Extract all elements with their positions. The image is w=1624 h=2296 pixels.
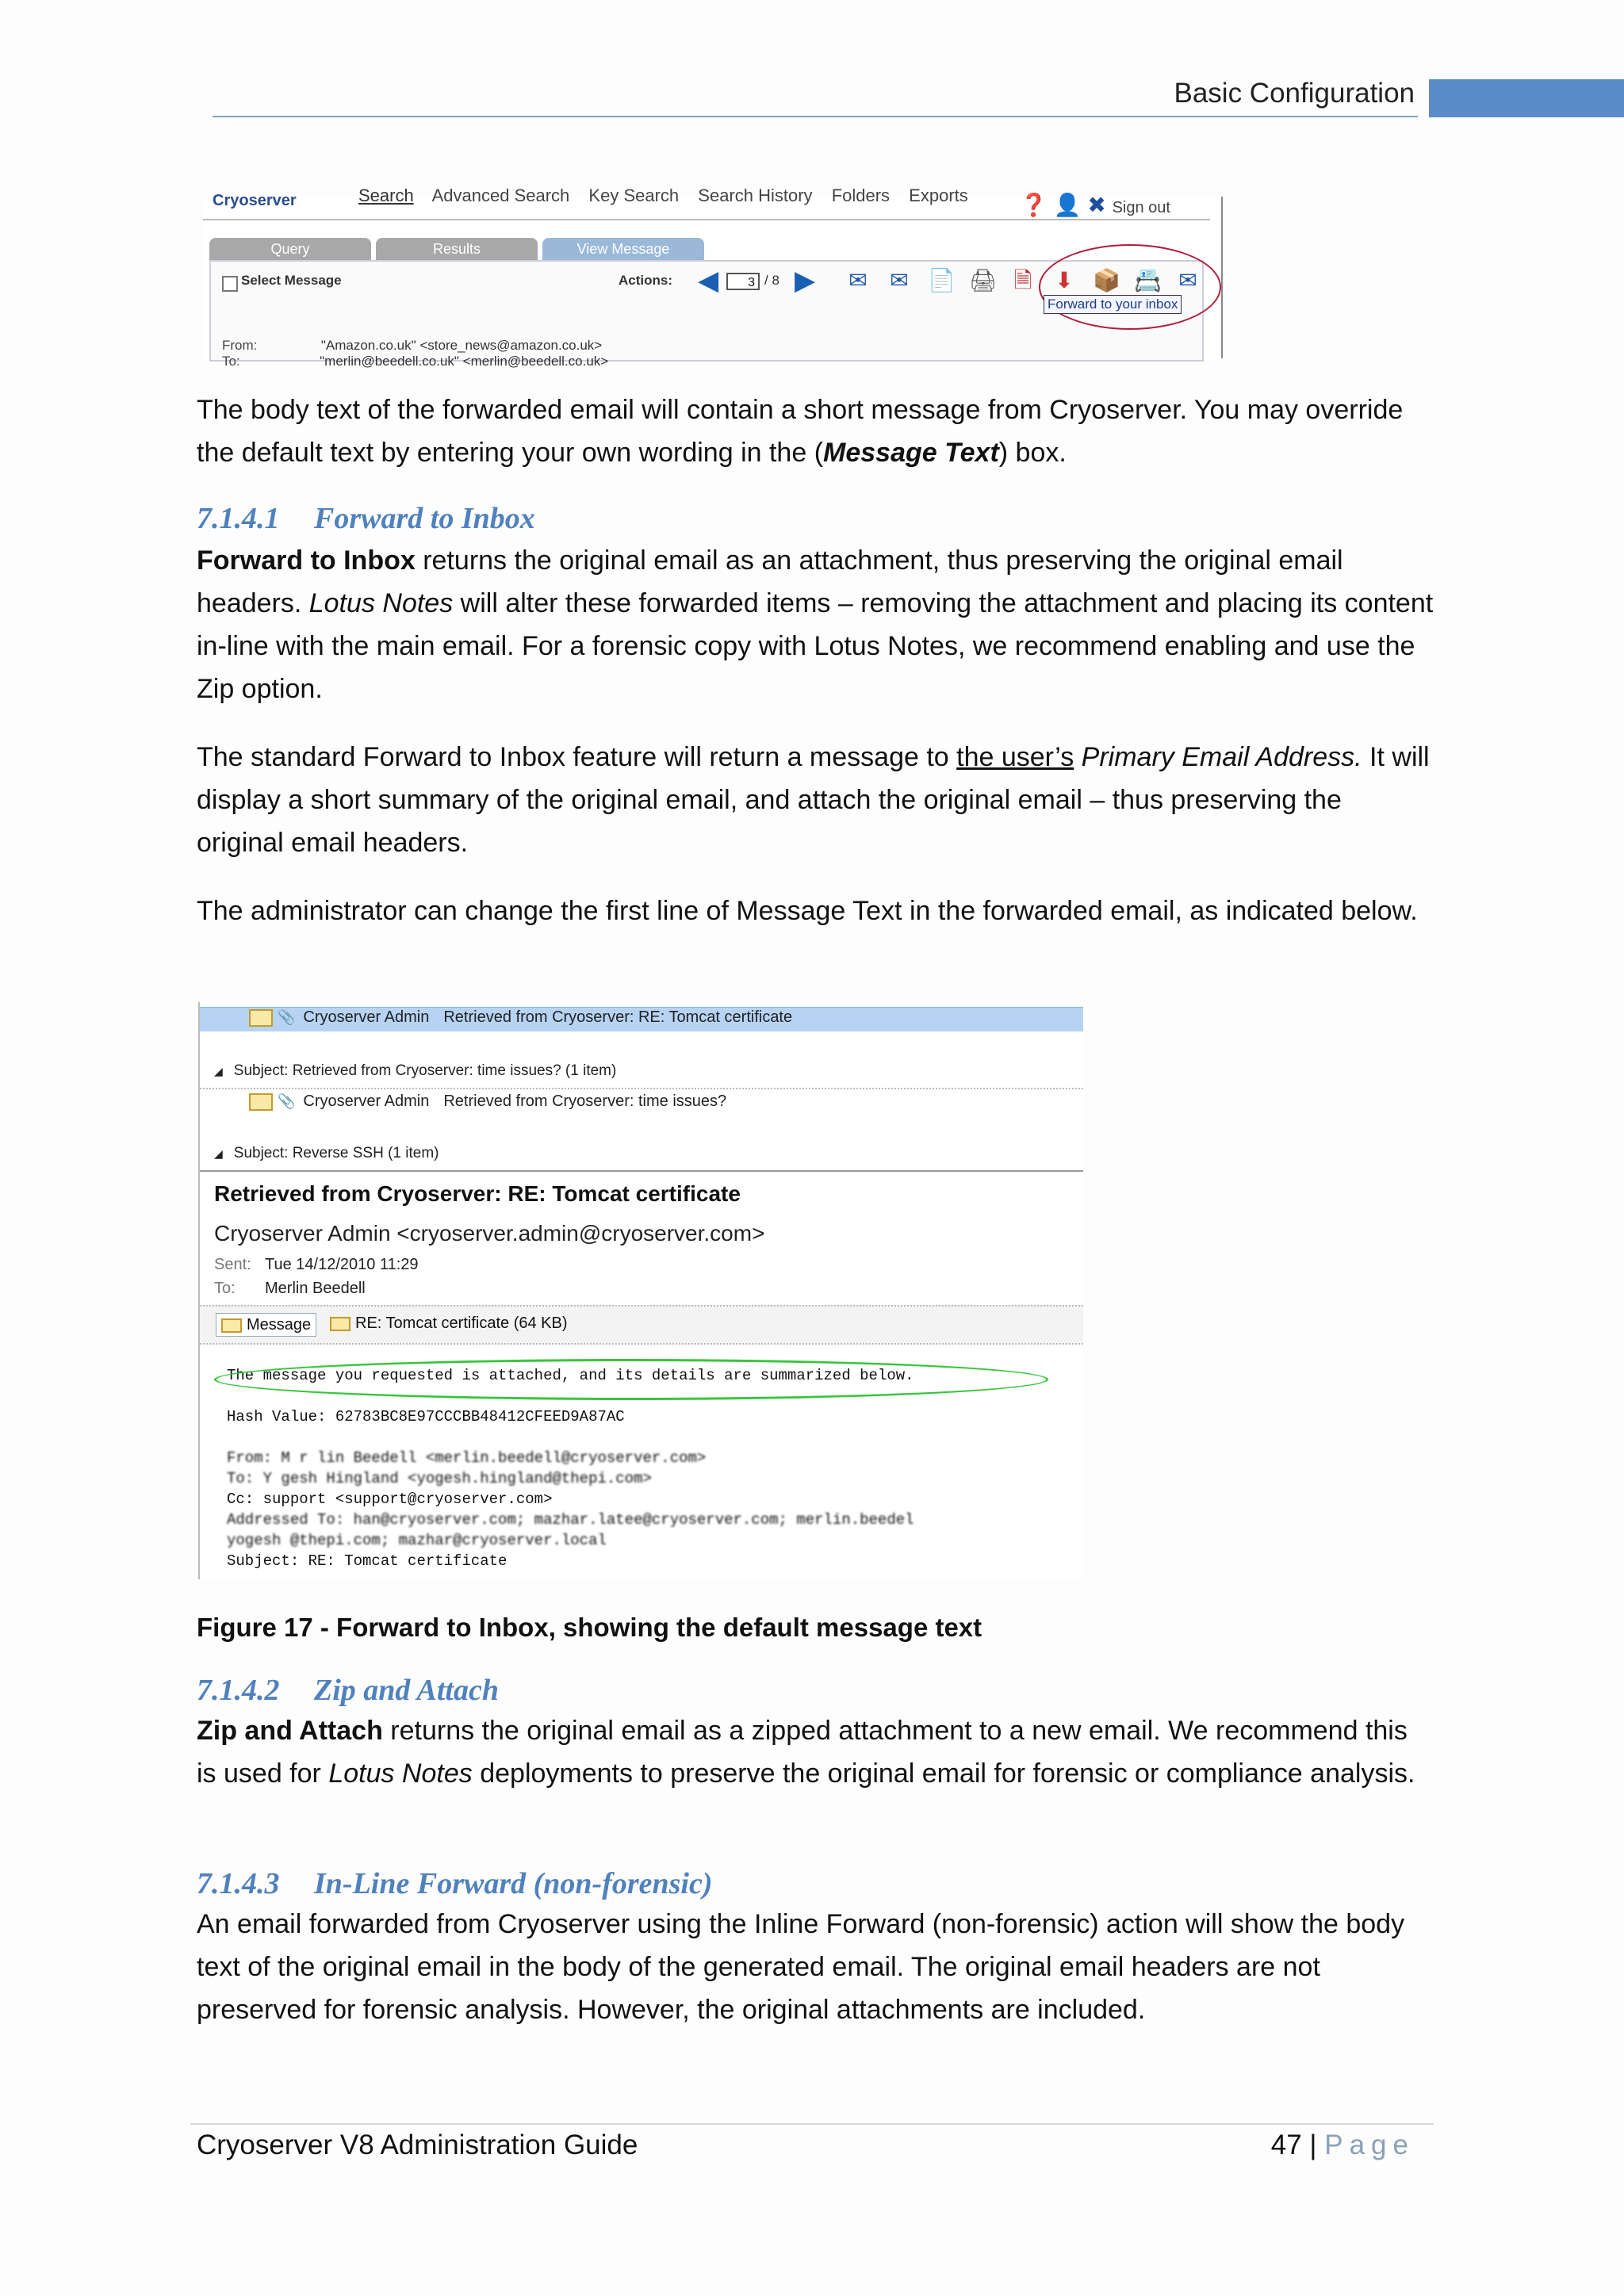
- to-line: To: Y gesh Hingland <yogesh.hingland@thepi.com>: [227, 1470, 652, 1487]
- forward-inbox-paragraph-1: [197, 539, 1434, 710]
- group-header-2[interactable]: [214, 1062, 616, 1080]
- nav-key-search-link[interactable]: Key Search: [588, 186, 680, 205]
- heading-forward-to-inbox: [197, 501, 535, 536]
- inline-forward-paragraph: An email forwarded from Cryoserver using the Inline Forward (non-forensic) action will show the body text of the original email in the body of the generated email. The original email headers are not preserved for forensic analysis. However, the original attachments are included.: [197, 1909, 1405, 2025]
- to-label: To:: [222, 354, 240, 369]
- actions-label: Actions:: [619, 273, 672, 288]
- envelope-icon: [221, 1318, 242, 1333]
- row-subject: Retrieved from Cryoserver: RE: Tomcat certificate: [443, 1008, 793, 1026]
- page-number: 47: [1270, 2130, 1302, 2160]
- body-first-line: The message you requested is attached, and its details are summarized below.: [227, 1367, 914, 1384]
- message-row-1: [249, 1008, 792, 1027]
- to-field: [214, 1280, 366, 1298]
- group-label: Subject: Reverse SSH (1 item): [233, 1145, 439, 1161]
- message-row-2[interactable]: [249, 1093, 726, 1111]
- intro-text-end: ) box.: [998, 438, 1067, 468]
- heading-number: 7.1.4.3: [197, 1867, 280, 1900]
- sent-field: [214, 1256, 419, 1274]
- select-message-checkbox[interactable]: [222, 276, 238, 292]
- paperclip-icon: 📎: [278, 1009, 296, 1025]
- footer-page-number: [1271, 2130, 1415, 2161]
- underlined-term: the user’s: [956, 742, 1074, 772]
- from-label: From:: [222, 338, 258, 353]
- user-icon[interactable]: 👤: [1053, 193, 1082, 217]
- collapse-triangle-icon[interactable]: ◢: [214, 1147, 223, 1160]
- term-italic: Lotus Notes: [308, 588, 454, 618]
- document-icon[interactable]: 📄: [928, 268, 956, 293]
- reply-icon[interactable]: ✉: [848, 268, 868, 293]
- forward-inbox-paragraph-2: [197, 736, 1434, 864]
- forward-inbox-paragraph-3: The administrator can change the first line of Message Text in the forwarded email, as indicated below.: [197, 896, 1418, 926]
- collapse-triangle-icon[interactable]: ◢: [214, 1065, 223, 1077]
- toolbar-screenshot: [203, 186, 1223, 369]
- term-bold: Forward to Inbox: [197, 545, 416, 576]
- to-value: "merlin@beedell.co.uk" <merlin@beedell.co.uk>: [320, 354, 609, 369]
- nav-folders-link[interactable]: Folders: [831, 186, 891, 205]
- reading-pane-subject: Retrieved from Cryoserver: RE: Tomcat certificate: [214, 1181, 741, 1206]
- para-text: The standard Forward to Inbox feature will return a message to: [197, 742, 957, 772]
- message-attachment-button[interactable]: [216, 1313, 316, 1337]
- sign-out-link[interactable]: Sign out: [1112, 199, 1170, 216]
- from-line: From: M r lin Beedell <merlin.beedell@cryoserver.com>: [227, 1449, 707, 1467]
- para-text: returns the original email as a zipped attachment to a new email. We recommend this is used for: [197, 1716, 1408, 1789]
- addressed-to-line-2: yogesh @thepi.com; mazhar@cryoserver.local: [227, 1532, 607, 1549]
- envelope-icon: [249, 1093, 273, 1111]
- heading-title: Forward to Inbox: [314, 502, 535, 535]
- cryoserver-logo: Cryoserver: [213, 192, 297, 209]
- paperclip-icon: 📎: [278, 1093, 296, 1109]
- attached-file[interactable]: [330, 1314, 568, 1333]
- tab-results[interactable]: Results: [376, 238, 538, 260]
- term-italic: Primary Email Address.: [1081, 742, 1362, 772]
- row-sender: Cryoserver Admin: [303, 1008, 430, 1026]
- heading-number: 7.1.4.2: [197, 1674, 280, 1707]
- subject-line: Subject: RE: Tomcat certificate: [227, 1552, 508, 1570]
- attachment-bar: [200, 1305, 1083, 1345]
- reading-pane-divider: [200, 1170, 1083, 1172]
- nav-icons: [1020, 192, 1170, 218]
- print-icon[interactable]: 🖨: [969, 268, 998, 293]
- footer-guide-title: Cryoserver V8 Administration Guide: [197, 2130, 638, 2160]
- reply-all-icon[interactable]: ✉: [890, 268, 909, 293]
- term-bold: Zip and Attach: [197, 1716, 383, 1746]
- heading-inline-forward: [197, 1866, 713, 1901]
- heading-zip-and-attach: [197, 1673, 499, 1708]
- heading-number: 7.1.4.1: [197, 502, 280, 535]
- nav-bar: [358, 186, 982, 217]
- intro-paragraph: [197, 388, 1434, 474]
- outlook-screenshot: [198, 1002, 1083, 1579]
- tab-view-message[interactable]: View Message: [542, 238, 704, 260]
- header-accent-bar: [1429, 79, 1624, 117]
- help-icon[interactable]: ❓: [1020, 193, 1048, 217]
- row-subject: Retrieved from Cryoserver: time issues?: [443, 1093, 727, 1110]
- envelope-icon[interactable]: ✉: [1178, 268, 1197, 293]
- header-rule: [213, 116, 1418, 117]
- nav-search-link[interactable]: Search: [358, 186, 414, 205]
- row-sender: Cryoserver Admin: [303, 1093, 430, 1110]
- from-value: "Amazon.co.uk" <store_news@amazon.co.uk>: [320, 338, 603, 353]
- forward-highlight-ellipse: [1039, 244, 1221, 330]
- reading-pane-from: Cryoserver Admin <cryoserver.admin@cryoserver.com>: [214, 1221, 765, 1246]
- page-separator: |: [1309, 2130, 1317, 2160]
- intro-emphasis: Message Text: [823, 438, 999, 468]
- page-word: Page: [1324, 2130, 1415, 2160]
- envelope-icon: [249, 1009, 273, 1027]
- header-title: Basic Configuration: [1174, 78, 1415, 109]
- select-message-label: Select Message: [241, 273, 342, 288]
- hash-value: Hash Value: 62783BC8E97CCCBB48412CFEED9A87AC: [227, 1408, 625, 1425]
- page-number-input[interactable]: 3: [726, 273, 760, 290]
- forward-tooltip: Forward to your inbox: [1044, 295, 1182, 314]
- addressed-to-line: Addressed To: han@cryoserver.com; mazhar.latee@cryoserver.com; merlin.beedel: [227, 1511, 914, 1529]
- next-arrow-icon[interactable]: ▶: [795, 266, 816, 296]
- para-text-end: will alter these forwarded items – removing the attachment and placing its content in-line with the main email. For a forensic copy with Lotus Notes, we recommend enabling and use the Zip option.: [197, 588, 1434, 704]
- tab-query[interactable]: Query: [209, 238, 371, 260]
- previous-arrow-icon[interactable]: ◀: [698, 266, 719, 296]
- para-text-end: It will display a short summary of the original email, and attach the original email – thus preserving the original email headers.: [197, 742, 1430, 858]
- zip-attach-icon[interactable]: 📦: [1093, 268, 1120, 293]
- row-divider: [200, 1088, 1083, 1089]
- message-label: Message: [247, 1316, 312, 1334]
- forward-inbox-icon[interactable]: ⬇: [1055, 268, 1074, 293]
- term-italic: Lotus Notes: [328, 1758, 473, 1789]
- para-text: returns the original email as an attachment, thus preserving the original email headers.: [197, 545, 1343, 618]
- page-total: / 8: [764, 273, 779, 288]
- para-text-end: deployments to preserve the original email for forensic or compliance analysis.: [472, 1758, 1415, 1789]
- group-header-3[interactable]: [214, 1145, 439, 1162]
- inline-forward-icon[interactable]: 📇: [1134, 268, 1162, 293]
- to-label: To:: [214, 1280, 236, 1297]
- envelope-icon: [330, 1317, 350, 1331]
- nav-advanced-search-link[interactable]: Advanced Search: [431, 186, 570, 205]
- sent-label: Sent:: [214, 1256, 251, 1273]
- cc-line: Cc: support <support@cryoserver.com>: [227, 1490, 553, 1508]
- to-header-field: [222, 354, 608, 369]
- figure-caption: Figure 17 - Forward to Inbox, showing the default message text: [197, 1613, 982, 1642]
- intro-text: The body text of the forwarded email will contain a short message from Cryoserver. You may override the default text by entering your own wording in the (: [197, 395, 1404, 468]
- to-value: Merlin Beedell: [265, 1280, 366, 1297]
- group-label: Subject: Retrieved from Cryoserver: time issues? (1 item): [233, 1062, 617, 1079]
- footer-rule: [190, 2123, 1434, 2125]
- message-text-highlight-ellipse: [214, 1359, 1048, 1400]
- zip-attach-paragraph: [197, 1709, 1434, 1795]
- nav-exports-link[interactable]: Exports: [909, 186, 968, 205]
- sent-value: Tue 14/12/2010 11:29: [265, 1256, 419, 1273]
- heading-title: In-Line Forward (non-forensic): [314, 1867, 713, 1900]
- nav-divider: [203, 219, 1210, 220]
- from-header-field: [222, 338, 602, 354]
- pdf-icon[interactable]: 🗎: [1013, 268, 1032, 293]
- attached-file-label: RE: Tomcat certificate (64 KB): [355, 1314, 568, 1332]
- heading-title: Zip and Attach: [314, 1674, 499, 1707]
- nav-search-history-link[interactable]: Search History: [698, 186, 813, 205]
- tools-icon[interactable]: ✖: [1087, 193, 1106, 217]
